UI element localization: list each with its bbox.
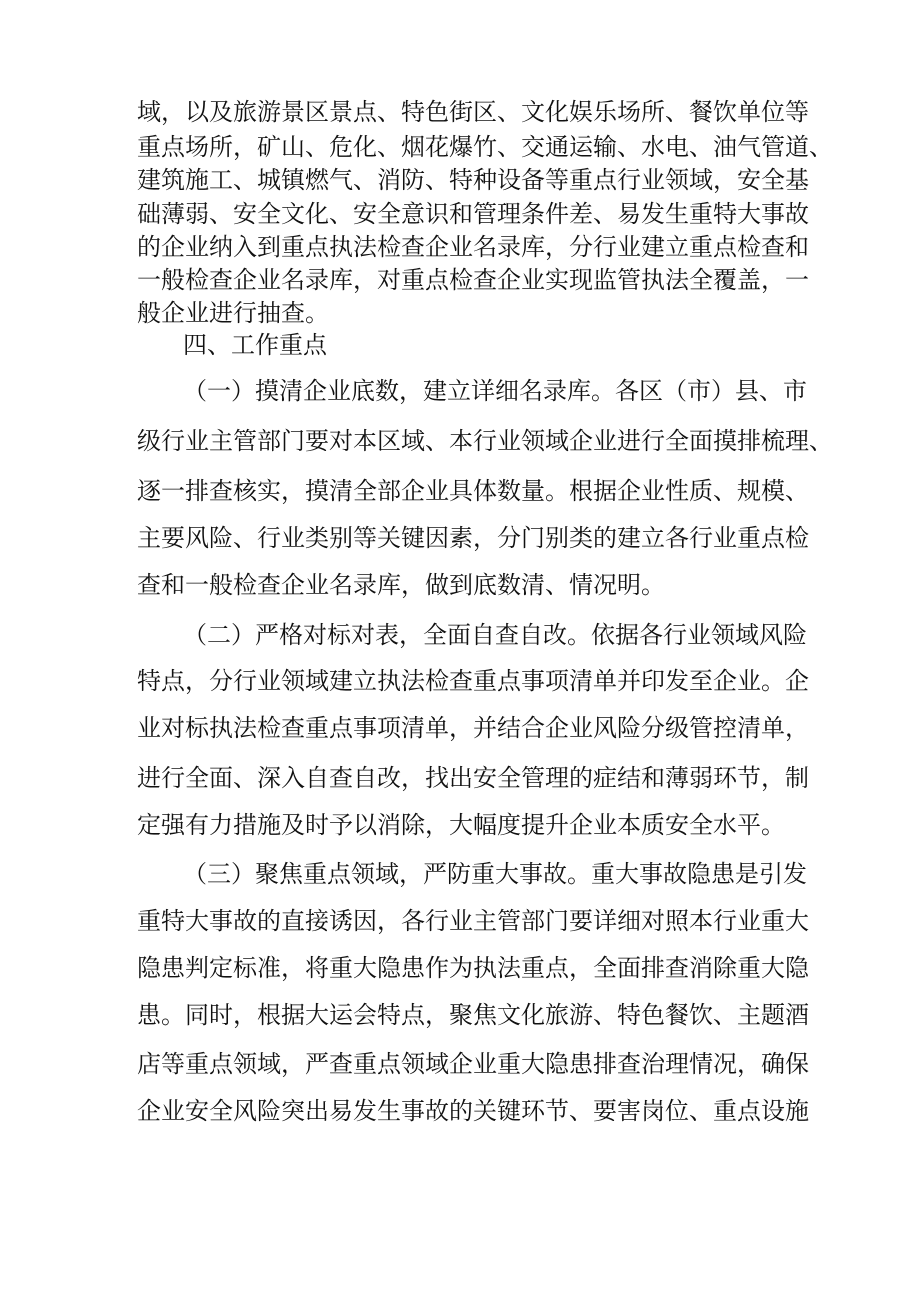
text-line: 主 要 风 险 、 行 业 类 别 等 关 键 因 素 ， 分 门 别 类 的 建 立 各 行 业 重 点 检 — [137, 524, 809, 552]
paragraph-first-line: （ 二 ） 严 格 对 标 对 表 ， 全 面 自 查 自 改 。 依 据 各 行 业 领 域 风 险 — [183, 621, 807, 649]
text-line: 店 等 重 点 领 域 ， 严 查 重 点 领 域 企 业 重 大 隐 患 排 查 治 理 情 况 ， 确 保 — [137, 1050, 809, 1078]
text-line: 重 特 大 事 故 的 直 接 诱 因 ， 各 行 业 主 管 部 门 要 详 细 对 照 本 行 业 重 大 — [137, 907, 809, 935]
paragraph-first-line: （ 三 ） 聚 焦 重 点 领 域 ， 严 防 重 大 事 故 。 重 大 事 故 隐 患 是 引 发 — [183, 860, 807, 888]
text-line: 进 行 全 面 、 深 入 自 查 自 改 ， 找 出 安 全 管 理 的 症 结 和 薄 弱 环 节 ， 制 — [137, 764, 809, 792]
paragraph-first-line: （ 一 ） 摸 清 企 业 底 数 ， 建 立 详 细 名 录 库 。 各 区 （ 市 ） 县 、 市 — [183, 377, 807, 405]
text-line: 企 业 安 全 风 险 突 出 易 发 生 事 故 的 关 键 环 节 、 要 害 岗 位 、 重 点 设 施 — [137, 1097, 809, 1125]
text-line: 患 。 同 时 ， 根 据 大 运 会 特 点 ， 聚 焦 文 化 旅 游 、 特 色 餐 饮 、 主 题 酒 — [137, 1001, 809, 1029]
text-line: 础 薄 弱 、 安 全 文 化 、 安 全 意 识 和 管 理 条 件 差 、 易 发 生 重 特 大 事 故 — [137, 200, 809, 228]
text-line: 域 ， 以 及 旅 游 景 区 景 点 、 特 色 街 区 、 文 化 娱 乐 场 所 、 餐 饮 单 位 等 — [137, 98, 809, 126]
text-line: 重 点 场 所 ， 矿 山 、 危 化 、 烟 花 爆 竹 、 交 通 运 输 、 水 电 、 油 气 管 道 、 — [137, 133, 833, 161]
text-line: 业 对 标 执 法 检 查 重 点 事 项 清 单 ， 并 结 合 企 业 风 险 分 级 管 控 清 单 ， — [137, 714, 809, 742]
text-line: 的 企 业 纳 入 到 重 点 执 法 检 查 企 业 名 录 库 ， 分 行 业 建 立 重 点 检 查 和 — [137, 233, 809, 261]
text-line: 定强有力措施及时予以消除，大幅度提升企业本质安全水平。 — [137, 811, 785, 839]
text-line: 般企业进行抽查。 — [137, 299, 329, 327]
text-line: 逐 一 排 查 核 实 ， 摸 清 全 部 企 业 具 体 数 量 。 根 据 企 业 性 质 、 规 模 、 — [137, 477, 809, 505]
text-line: 查和一般检查企业名录库，做到底数清、情况明。 — [137, 571, 665, 599]
text-line: 隐 患 判 定 标 准 ， 将 重 大 隐 患 作 为 执 法 重 点 ， 全 面 排 查 消 除 重 大 隐 — [137, 954, 809, 982]
text-line: 特 点 ， 分 行 业 领 域 建 立 执 法 检 查 重 点 事 项 清 单 并 印 发 至 企 业 。 企 — [137, 667, 809, 695]
text-line: 建 筑 施 工 、 城 镇 燃 气 、 消 防 、 特 种 设 备 等 重 点 行 业 领 域 ， 安 全 基 — [137, 166, 809, 194]
text-line: 一 般 检 查 企 业 名 录 库 ， 对 重 点 检 查 企 业 实 现 监 管 执 法 全 覆 盖 ， 一 — [137, 266, 809, 294]
section-heading: 四、工作重点 — [183, 331, 327, 359]
text-line: 级 行 业 主 管 部 门 要 对 本 区 域 、 本 行 业 领 域 企 业 进 行 全 面 摸 排 梳 理 、 — [137, 427, 833, 455]
